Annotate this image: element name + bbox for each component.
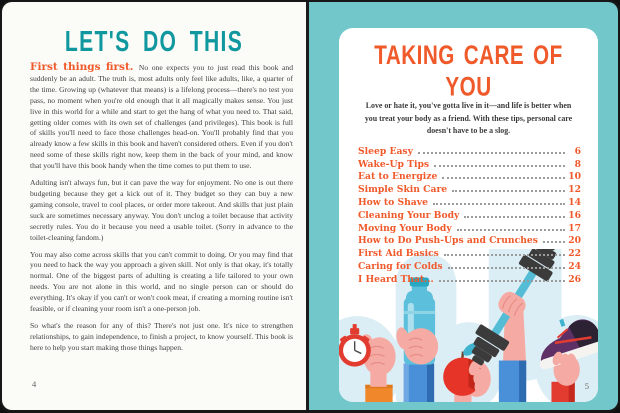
toc-entry-page: 24: [568, 260, 581, 272]
toc-entry-label: Cleaning Your Body: [358, 209, 460, 221]
left-page: [2, 2, 309, 410]
page-spread: [2, 2, 618, 410]
toc-entry: [358, 248, 581, 261]
toc-entry: [358, 235, 581, 248]
toc-entry-page: 10: [568, 171, 581, 183]
toc-entry-label: Simple Skin Care: [358, 184, 448, 196]
toc-entry-page: 6: [574, 145, 581, 157]
toc-entry-page: 8: [574, 158, 581, 170]
toc-entry: [358, 197, 581, 210]
toc-dot-leader: [418, 152, 565, 154]
toc-dot-leader: [433, 203, 565, 205]
toc-dot-leader: [448, 267, 565, 269]
toc-dot-leader: [543, 241, 565, 243]
toc-entry-page: 22: [568, 248, 581, 260]
toc-entry-page: 12: [568, 184, 581, 196]
toc-dot-leader: [457, 229, 565, 231]
toc-entry: [358, 274, 581, 287]
toc-entry: [358, 210, 581, 223]
body-paragraph: So what's the reason for any of this? There's not just one. It's nice to strengthen relationships, to gain independence, to finish a project, to know yourself. This book is here to help you start making those things happen.: [30, 320, 293, 352]
toc-entry-label: How to Do Push-Ups and Crunches: [358, 235, 538, 247]
toc-dot-leader: [439, 280, 565, 282]
table-of-contents: [358, 146, 581, 287]
contents-card: [339, 28, 598, 402]
body-paragraph: Adulting isn't always fun, but it can pave the way for enjoyment. No one is out there budgeting because they get a kick out of it. They budget so they can buy a new gaming console, travel to cool places, or order more takeout. And skills that just plain suck are sometimes necessary anyway. You don't unclog a toilet because that activity secretly rules. You do it because you need a usable toilet. (Sorry in advance to the toilet-cleaning fandom.): [30, 178, 293, 242]
left-page-title: LET'S DO THIS: [64, 26, 244, 58]
toc-dot-leader: [442, 177, 565, 179]
body-paragraph: You may also come across skills that you can't commit to doing. Or you may find that you need to hack the way you approach a given skill. Not only is that okay, it's totally normal. One of the biggest parts of adulting is creating a life tailored to your own needs. You are not alone in this world, and no single person can or should do everything. It's okay if you can't or won't cook meat, if creating a morning routine isn't feasible, or if cleaning your room isn't a one-person job.: [30, 249, 293, 314]
toc-entry-page: 17: [568, 222, 581, 234]
toc-entry-label: Eat to Energize: [358, 171, 438, 183]
toc-entry-label: First Aid Basics: [358, 248, 439, 260]
left-page-body: [30, 62, 293, 360]
paragraph-lead-in: First things first.: [30, 61, 139, 73]
toc-entry-label: How to Shave: [358, 196, 428, 208]
toc-entry: [358, 184, 581, 197]
toc-entry: [358, 261, 581, 274]
toc-dot-leader: [464, 216, 565, 218]
chapter-subtitle: Love or hate it, you've gotta live in it—and life is better when you treat your body as a friend. With these tips, personal care doesn't have to be a slog.: [364, 101, 573, 136]
toc-entry-label: Caring for Colds: [358, 260, 443, 272]
chapter-title: TAKING CARE OF YOU: [374, 39, 563, 102]
right-page: [309, 2, 618, 410]
body-paragraph: First things first. No one expects you to just read this book and suddenly be an adult. The truth is, most adults only feel like adults, like, a quarter of the time. Growing up (whatever that means) is a lifelong process—there's no test you pass, no moment when you're old enough that it all magically makes sense. You just live in this world for a while and start to get the hang of what you need to. That said, getting older comes with its own set of challenges (and privileges). This book is full of skills you'll need to face those challenges head-on. You'll probably find that you already know a few skills in this book and haven't considered others. Even if you don't need some of these skills right now, keep them in the back of your mind, and know that you'll have this book handy when the time comes to put them to use.: [30, 61, 293, 171]
toc-entry: [358, 159, 581, 172]
toc-dot-leader: [452, 190, 565, 192]
toc-entry-page: 20: [568, 235, 581, 247]
right-page-number: 5: [584, 381, 589, 391]
toc-entry: [358, 223, 581, 236]
toc-entry: [358, 146, 581, 159]
toc-entry-label: Sleep Easy: [358, 145, 413, 157]
toc-entry-page: 26: [568, 273, 581, 285]
toc-dot-leader: [444, 254, 565, 256]
toc-entry-label: Wake-Up Tips: [358, 158, 430, 170]
toc-dot-leader: [434, 165, 565, 167]
toc-entry-page: 16: [568, 209, 581, 221]
toc-entry-page: 14: [568, 196, 581, 208]
toc-entry-label: Moving Your Body: [358, 222, 452, 234]
toc-entry: [358, 171, 581, 184]
toc-entry-label: I Heard That...: [358, 273, 434, 285]
left-page-number: 4: [32, 379, 37, 389]
